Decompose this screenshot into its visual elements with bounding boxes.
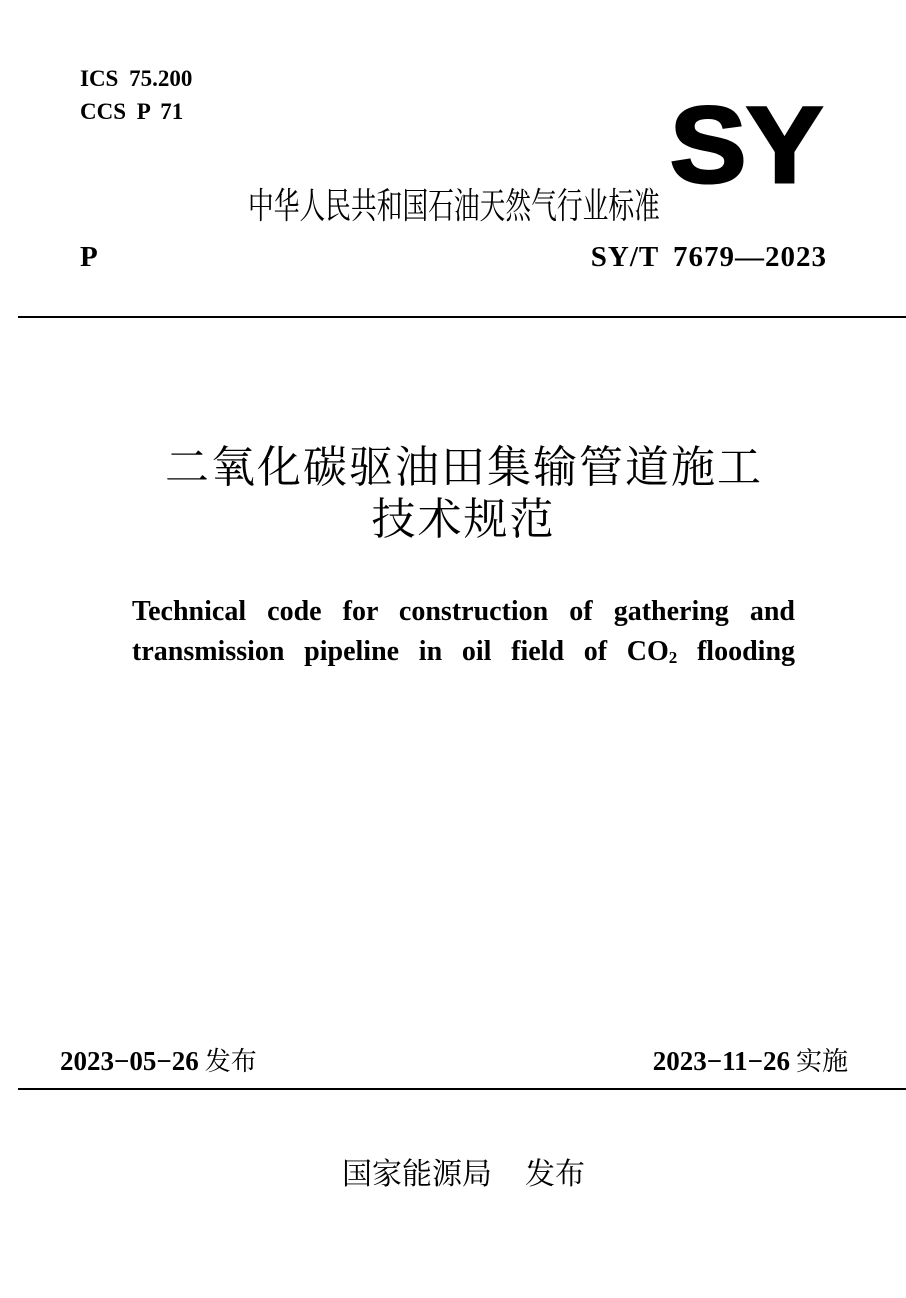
ics-code: ICS 75.200 (80, 66, 193, 91)
category-code: P (80, 241, 98, 273)
english-title-line-2-end: flooding (696, 636, 796, 667)
publisher-name: 国家能源局 (342, 1157, 492, 1192)
implement-date-label: 实施 (795, 1047, 848, 1077)
english-title-line-2 (132, 634, 795, 670)
bottom-divider (18, 1088, 906, 1090)
sy-logo: SY (670, 84, 823, 205)
implement-date (653, 1045, 848, 1082)
co2-subscript: 2 (668, 648, 678, 667)
standard-type: 中华人民共和国石油天然气行业标准 (248, 186, 660, 227)
chinese-title-line-1: 二氧化碳驱油田集输管道施工 (165, 442, 763, 493)
publish-date-label: 发布 (204, 1047, 257, 1077)
standard-number: SY/T 7679—2023 (590, 241, 827, 273)
implement-date-value: 2023−11−26 (652, 1046, 790, 1076)
top-divider (18, 316, 906, 318)
english-title-line-1: Technical code for construction of gathering and (132, 596, 795, 627)
english-title-line-2-main: transmission pipeline in oil field of CO (132, 636, 669, 667)
publish-date-value: 2023−05−26 (60, 1046, 199, 1076)
publish-date (60, 1045, 257, 1082)
publisher-line (342, 1158, 585, 1192)
chinese-title-line-2: 技术规范 (371, 494, 556, 545)
ccs-code: CCS P 71 (80, 99, 184, 124)
publisher-label: 发布 (525, 1157, 585, 1192)
